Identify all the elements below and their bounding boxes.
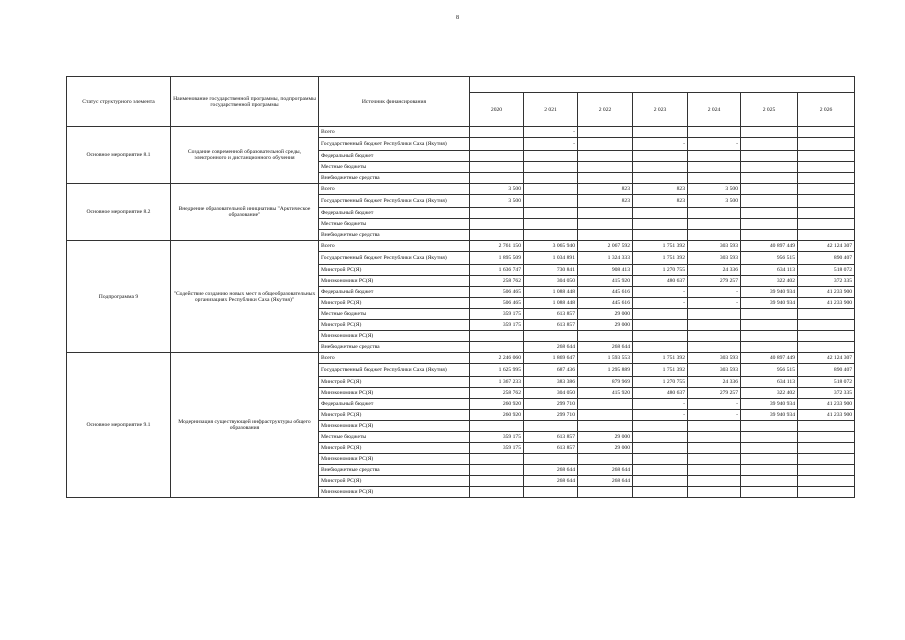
value-cell <box>578 410 633 421</box>
value-cell <box>798 342 855 353</box>
value-cell: 268 644 <box>578 342 633 353</box>
value-cell: 518 072 <box>798 377 855 388</box>
value-cell <box>578 487 633 498</box>
value-cell <box>798 151 855 162</box>
funding-source: Минэкономики РС(Я) <box>319 388 470 399</box>
value-cell <box>741 487 798 498</box>
value-cell: 39 940 934 <box>741 287 798 298</box>
value-cell <box>741 195 798 208</box>
value-cell: 687 436 <box>524 364 578 377</box>
header-program-name: Наименование государственной программы, подпрограммы государственной программы <box>171 77 319 127</box>
value-cell <box>688 320 741 331</box>
value-cell <box>524 219 578 230</box>
group-status: Подпрограмма 9 <box>67 241 171 353</box>
funding-source: Всего <box>319 353 470 364</box>
value-cell <box>741 320 798 331</box>
funding-source: Федеральный бюджет <box>319 399 470 410</box>
value-cell: 730 841 <box>524 265 578 276</box>
value-cell <box>688 476 741 487</box>
funding-source: Государственный бюджет Республики Саха (Якутия) <box>319 138 470 151</box>
value-cell: - <box>524 127 578 138</box>
value-cell: 41 233 900 <box>798 410 855 421</box>
value-cell: 3 500 <box>688 195 741 208</box>
value-cell <box>798 184 855 195</box>
header-year: 2 022 <box>578 93 633 127</box>
value-cell <box>688 309 741 320</box>
funding-source: Внебюджетные средства <box>319 173 470 184</box>
value-cell: 24 336 <box>688 265 741 276</box>
value-cell: 29 000 <box>578 432 633 443</box>
value-cell <box>741 208 798 219</box>
value-cell: - <box>688 399 741 410</box>
value-cell: - <box>633 287 688 298</box>
value-cell: 908 413 <box>578 265 633 276</box>
value-cell: 258 762 <box>470 276 524 287</box>
value-cell: 1 295 889 <box>578 364 633 377</box>
group-program-name: Создание современной образовательной среды, электронного и дистанционного обучения <box>171 127 319 184</box>
funding-source: Минстрой РС(Я) <box>319 265 470 276</box>
value-cell: 613 857 <box>524 443 578 454</box>
value-cell: 40 897 449 <box>741 241 798 252</box>
value-cell <box>798 208 855 219</box>
value-cell <box>578 127 633 138</box>
group-program-name: Внедрение образовательной инициативы "Арктическое образование" <box>171 184 319 241</box>
value-cell: 823 <box>633 184 688 195</box>
value-cell <box>741 151 798 162</box>
value-cell <box>470 421 524 432</box>
value-cell: 1 751 392 <box>633 364 688 377</box>
value-cell <box>633 230 688 241</box>
value-cell: 1 324 333 <box>578 252 633 265</box>
value-cell: 41 233 900 <box>798 298 855 309</box>
value-cell <box>470 487 524 498</box>
value-cell: 304 050 <box>524 276 578 287</box>
value-cell <box>688 173 741 184</box>
table-row <box>67 353 855 364</box>
value-cell: 1 367 233 <box>470 377 524 388</box>
value-cell <box>578 151 633 162</box>
value-cell <box>633 219 688 230</box>
value-cell <box>524 208 578 219</box>
value-cell <box>470 138 524 151</box>
value-cell: - <box>688 287 741 298</box>
value-cell: 268 644 <box>524 342 578 353</box>
value-cell: 41 233 900 <box>798 287 855 298</box>
value-cell <box>633 151 688 162</box>
table-body <box>67 127 855 498</box>
value-cell <box>688 342 741 353</box>
value-cell <box>741 184 798 195</box>
value-cell: 39 940 934 <box>741 298 798 309</box>
value-cell <box>633 342 688 353</box>
header-year: 2020 <box>470 93 524 127</box>
value-cell <box>798 230 855 241</box>
funding-source: Минстрой РС(Я) <box>319 410 470 421</box>
value-cell: 39 940 934 <box>741 410 798 421</box>
funding-source: Минэкономики РС(Я) <box>319 421 470 432</box>
value-cell: 1 636 747 <box>470 265 524 276</box>
funding-source: Местные бюджеты <box>319 162 470 173</box>
value-cell <box>470 230 524 241</box>
funding-source: Минстрой РС(Я) <box>319 320 470 331</box>
value-cell: 823 <box>578 195 633 208</box>
value-cell: 613 857 <box>524 432 578 443</box>
funding-source: Минстрой РС(Я) <box>319 443 470 454</box>
value-cell <box>578 219 633 230</box>
value-cell <box>633 127 688 138</box>
value-cell: 823 <box>578 184 633 195</box>
value-cell <box>633 476 688 487</box>
table-row <box>67 241 855 252</box>
funding-source: Всего <box>319 184 470 195</box>
header-year: 2 021 <box>524 93 578 127</box>
value-cell <box>688 219 741 230</box>
group-program-name: "Содействие созданию новых мест в общеобразовательных организациях Республики Саха (Якутия)" <box>171 241 319 353</box>
value-cell <box>524 184 578 195</box>
value-cell: 823 <box>633 195 688 208</box>
header-year: 2 026 <box>798 93 855 127</box>
value-cell: 1 625 995 <box>470 364 524 377</box>
value-cell <box>741 421 798 432</box>
value-cell <box>578 399 633 410</box>
value-cell <box>524 454 578 465</box>
value-cell: 359 175 <box>470 309 524 320</box>
value-cell <box>688 127 741 138</box>
funding-source: Минэкономики РС(Я) <box>319 487 470 498</box>
value-cell: 372 335 <box>798 276 855 287</box>
value-cell <box>798 476 855 487</box>
value-cell <box>633 443 688 454</box>
value-cell <box>633 432 688 443</box>
value-cell: 299 710 <box>524 410 578 421</box>
value-cell: 1 088 448 <box>524 287 578 298</box>
value-cell <box>798 421 855 432</box>
value-cell <box>470 476 524 487</box>
value-cell: 879 969 <box>578 377 633 388</box>
value-cell: - <box>688 298 741 309</box>
value-cell: 372 335 <box>798 388 855 399</box>
value-cell <box>798 432 855 443</box>
value-cell <box>688 487 741 498</box>
value-cell: 41 233 900 <box>798 399 855 410</box>
value-cell <box>741 309 798 320</box>
value-cell: 359 175 <box>470 443 524 454</box>
value-cell: 1 751 392 <box>633 252 688 265</box>
value-cell <box>633 421 688 432</box>
value-cell: 268 644 <box>524 465 578 476</box>
value-cell: 303 593 <box>688 241 741 252</box>
value-cell <box>688 151 741 162</box>
value-cell: 299 710 <box>524 399 578 410</box>
value-cell: 1 593 553 <box>578 353 633 364</box>
value-cell <box>741 443 798 454</box>
value-cell: 2 067 592 <box>578 241 633 252</box>
value-cell <box>798 195 855 208</box>
value-cell: - <box>633 298 688 309</box>
value-cell: 445 616 <box>578 287 633 298</box>
value-cell: 445 616 <box>578 298 633 309</box>
value-cell: 1 869 647 <box>524 353 578 364</box>
funding-source: Всего <box>319 127 470 138</box>
value-cell <box>741 331 798 342</box>
value-cell <box>633 487 688 498</box>
group-status: Основное мероприятие 8.1 <box>67 127 171 184</box>
value-cell: 3 500 <box>688 184 741 195</box>
value-cell <box>578 173 633 184</box>
value-cell: 3 500 <box>470 195 524 208</box>
value-cell <box>798 331 855 342</box>
value-cell: 480 637 <box>633 276 688 287</box>
value-cell: 1 751 392 <box>633 241 688 252</box>
value-cell <box>741 454 798 465</box>
value-cell: - <box>688 410 741 421</box>
value-cell <box>578 208 633 219</box>
value-cell <box>633 173 688 184</box>
value-cell: 634 113 <box>741 265 798 276</box>
value-cell: - <box>524 138 578 151</box>
value-cell: 24 336 <box>688 377 741 388</box>
value-cell <box>578 331 633 342</box>
value-cell <box>688 230 741 241</box>
value-cell <box>741 173 798 184</box>
value-cell: 268 644 <box>524 476 578 487</box>
funding-source: Местные бюджеты <box>319 219 470 230</box>
value-cell <box>470 162 524 173</box>
value-cell: 359 175 <box>470 432 524 443</box>
value-cell <box>633 309 688 320</box>
header-year: 2 025 <box>741 93 798 127</box>
value-cell: 518 072 <box>798 265 855 276</box>
funding-source: Федеральный бюджет <box>319 287 470 298</box>
value-cell: 956 515 <box>741 252 798 265</box>
funding-source: Минэкономики РС(Я) <box>319 331 470 342</box>
value-cell <box>688 421 741 432</box>
value-cell <box>470 127 524 138</box>
value-cell <box>578 454 633 465</box>
value-cell: 29 000 <box>578 320 633 331</box>
group-program-name: Модернизация существующей инфраструктуры общего образования <box>171 353 319 498</box>
value-cell: 415 920 <box>578 276 633 287</box>
value-cell <box>688 454 741 465</box>
value-cell <box>798 487 855 498</box>
value-cell: 2 246 060 <box>470 353 524 364</box>
value-cell <box>524 151 578 162</box>
page-number: 8 <box>456 15 459 21</box>
value-cell: 634 113 <box>741 377 798 388</box>
value-cell <box>524 421 578 432</box>
value-cell <box>798 219 855 230</box>
funding-source: Федеральный бюджет <box>319 208 470 219</box>
funding-source: Минэкономики РС(Я) <box>319 454 470 465</box>
value-cell <box>470 151 524 162</box>
value-cell <box>470 465 524 476</box>
value-cell: 359 175 <box>470 320 524 331</box>
value-cell <box>578 421 633 432</box>
value-cell: - <box>633 399 688 410</box>
value-cell <box>524 230 578 241</box>
value-cell: 613 857 <box>524 320 578 331</box>
value-cell <box>470 208 524 219</box>
value-cell <box>741 127 798 138</box>
value-cell: 303 593 <box>688 252 741 265</box>
header-year: 2 023 <box>633 93 688 127</box>
value-cell <box>524 487 578 498</box>
value-cell: 260 920 <box>470 410 524 421</box>
value-cell: 890 407 <box>798 252 855 265</box>
funding-source: Внебюджетные средства <box>319 465 470 476</box>
value-cell: 322 402 <box>741 276 798 287</box>
value-cell: 303 593 <box>688 364 741 377</box>
value-cell: 1 751 392 <box>633 353 688 364</box>
value-cell <box>524 162 578 173</box>
value-cell <box>633 208 688 219</box>
value-cell <box>688 465 741 476</box>
value-cell: 258 762 <box>470 388 524 399</box>
value-cell: 613 857 <box>524 309 578 320</box>
funding-source: Государственный бюджет Республики Саха (Якутия) <box>319 364 470 377</box>
value-cell: - <box>688 138 741 151</box>
value-cell: 268 644 <box>578 476 633 487</box>
value-cell <box>798 320 855 331</box>
value-cell <box>741 219 798 230</box>
value-cell: - <box>633 138 688 151</box>
value-cell <box>688 331 741 342</box>
value-cell <box>741 465 798 476</box>
value-cell: 268 644 <box>578 465 633 476</box>
value-cell <box>470 219 524 230</box>
value-cell <box>798 138 855 151</box>
funding-source: Внебюджетные средства <box>319 342 470 353</box>
value-cell <box>798 127 855 138</box>
value-cell: 29 000 <box>578 443 633 454</box>
header-funding-source: Источник финансирования <box>319 77 470 127</box>
funding-source: Минстрой РС(Я) <box>319 377 470 388</box>
header-years-group <box>470 77 855 93</box>
value-cell <box>688 443 741 454</box>
value-cell <box>633 162 688 173</box>
value-cell <box>741 432 798 443</box>
value-cell: 279 257 <box>688 276 741 287</box>
financing-table <box>66 76 855 498</box>
value-cell <box>633 331 688 342</box>
value-cell: 506 465 <box>470 287 524 298</box>
value-cell <box>578 138 633 151</box>
table-row <box>67 184 855 195</box>
funding-source: Минэкономики РС(Я) <box>319 276 470 287</box>
value-cell <box>741 476 798 487</box>
funding-source: Местные бюджеты <box>319 309 470 320</box>
value-cell <box>798 162 855 173</box>
value-cell: 322 402 <box>741 388 798 399</box>
value-cell: 3 065 940 <box>524 241 578 252</box>
value-cell <box>470 454 524 465</box>
value-cell <box>524 195 578 208</box>
value-cell <box>633 465 688 476</box>
value-cell <box>741 138 798 151</box>
value-cell: 1 270 755 <box>633 265 688 276</box>
value-cell <box>470 173 524 184</box>
value-cell <box>578 162 633 173</box>
value-cell: 1 034 891 <box>524 252 578 265</box>
value-cell <box>741 162 798 173</box>
value-cell: 2 761 150 <box>470 241 524 252</box>
value-cell <box>798 465 855 476</box>
group-status: Основное мероприятие 8.2 <box>67 184 171 241</box>
value-cell: 303 593 <box>688 353 741 364</box>
value-cell <box>798 443 855 454</box>
value-cell <box>741 230 798 241</box>
value-cell <box>688 432 741 443</box>
group-status: Основное мероприятие 9.1 <box>67 353 171 498</box>
value-cell <box>524 331 578 342</box>
value-cell <box>688 162 741 173</box>
value-cell: 1 088 448 <box>524 298 578 309</box>
value-cell <box>798 454 855 465</box>
value-cell <box>633 320 688 331</box>
value-cell <box>470 342 524 353</box>
funding-source: Федеральный бюджет <box>319 151 470 162</box>
value-cell <box>688 208 741 219</box>
funding-source: Государственный бюджет Республики Саха (Якутия) <box>319 195 470 208</box>
value-cell: 480 637 <box>633 388 688 399</box>
funding-source: Минстрой РС(Я) <box>319 476 470 487</box>
value-cell: 1 270 755 <box>633 377 688 388</box>
value-cell: 39 940 934 <box>741 399 798 410</box>
header-year: 2 024 <box>688 93 741 127</box>
funding-source: Местные бюджеты <box>319 432 470 443</box>
value-cell: 260 920 <box>470 399 524 410</box>
funding-source: Всего <box>319 241 470 252</box>
value-cell: 42 124 307 <box>798 241 855 252</box>
value-cell <box>470 331 524 342</box>
funding-source: Внебюджетные средства <box>319 230 470 241</box>
value-cell: 304 050 <box>524 388 578 399</box>
value-cell: 890 407 <box>798 364 855 377</box>
value-cell <box>741 342 798 353</box>
value-cell: 40 897 449 <box>741 353 798 364</box>
value-cell: 415 920 <box>578 388 633 399</box>
value-cell <box>798 173 855 184</box>
header-status: Статус структурного элемента <box>67 77 171 127</box>
value-cell: 279 257 <box>688 388 741 399</box>
value-cell <box>633 454 688 465</box>
value-cell: 956 515 <box>741 364 798 377</box>
value-cell: 1 895 509 <box>470 252 524 265</box>
value-cell: 383 386 <box>524 377 578 388</box>
value-cell <box>524 173 578 184</box>
value-cell: 29 000 <box>578 309 633 320</box>
value-cell <box>798 309 855 320</box>
table-row <box>67 127 855 138</box>
value-cell: 506 465 <box>470 298 524 309</box>
funding-source: Государственный бюджет Республики Саха (Якутия) <box>319 252 470 265</box>
value-cell: 42 124 307 <box>798 353 855 364</box>
value-cell: 3 500 <box>470 184 524 195</box>
value-cell <box>578 230 633 241</box>
value-cell: - <box>633 410 688 421</box>
funding-source: Минстрой РС(Я) <box>319 298 470 309</box>
